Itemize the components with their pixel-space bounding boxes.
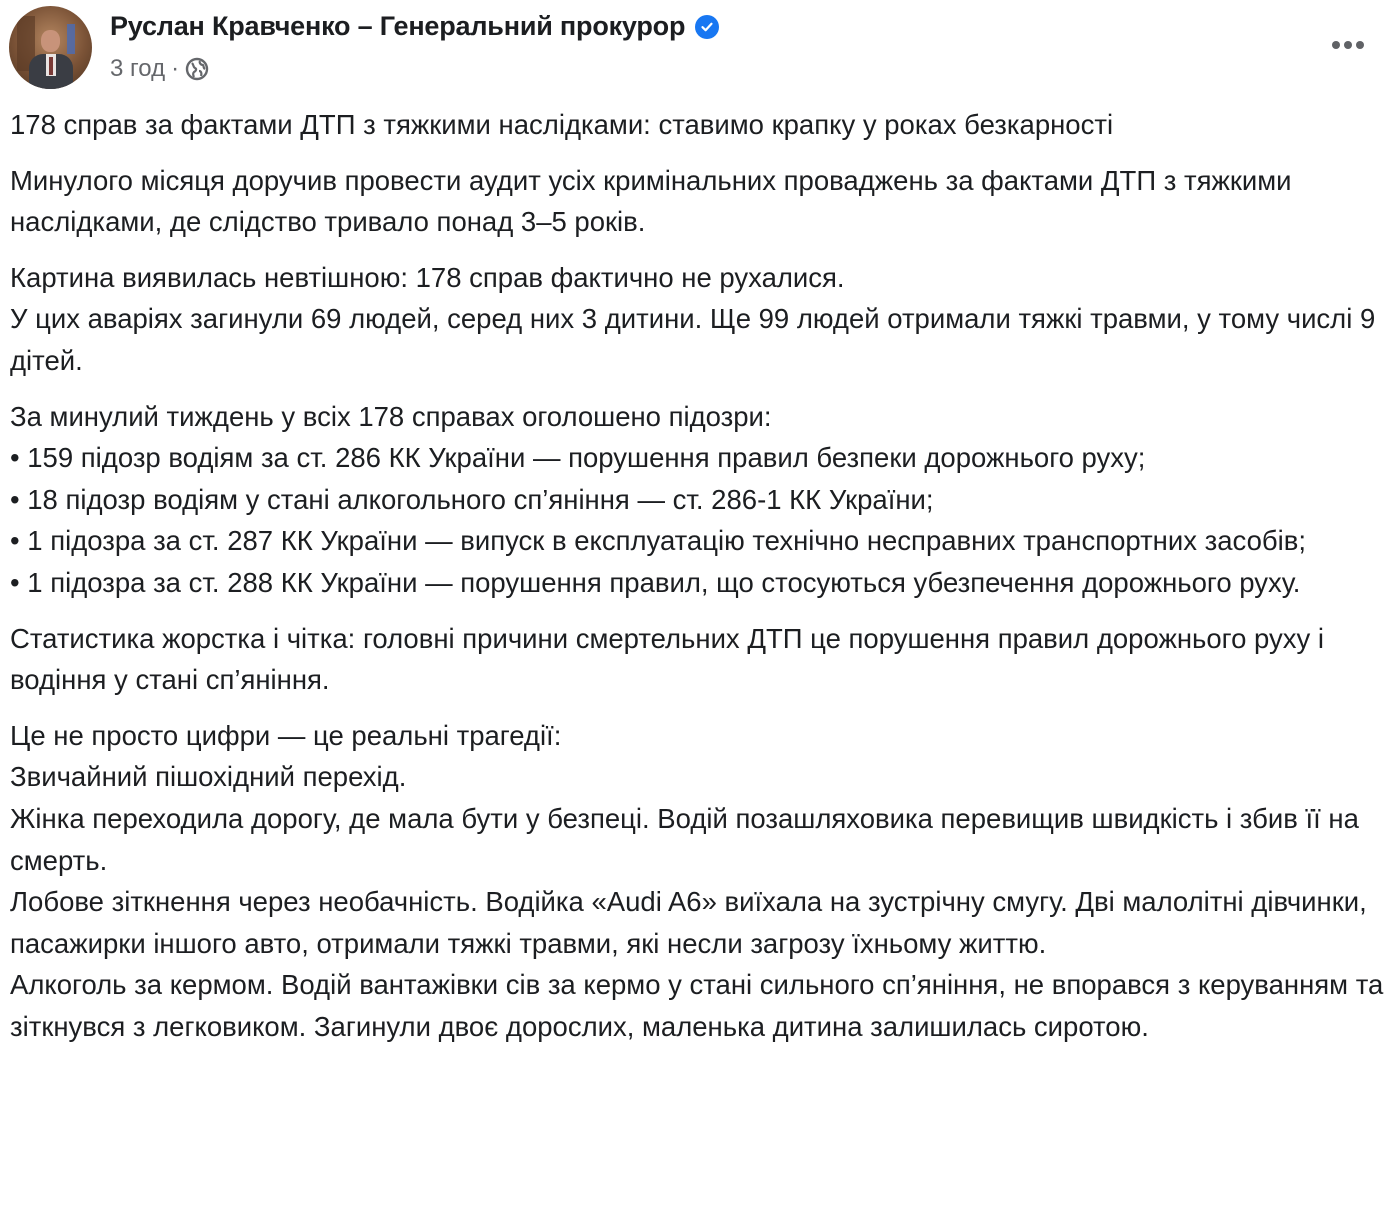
post-text-line: Лобове зіткнення через необачність. Водійка «Audi A6» виїхала на зустрічну смугу. Дві малолітні дівчинки, пасажирки іншого авто, отримали тяжкі травми, які несли загрозу їхньому життю.: [10, 886, 1367, 959]
globe-icon[interactable]: [185, 57, 209, 81]
more-horizontal-icon: [1344, 41, 1352, 49]
meta-separator: ·: [171, 55, 180, 82]
post-meta: [110, 54, 209, 84]
post-headline: 178 справ за фактами ДТП з тяжкими наслідками: ставимо крапку у роках безкарності: [10, 109, 1114, 140]
post-paragraph: [10, 160, 1390, 243]
more-options-button[interactable]: [1326, 30, 1370, 60]
post-body: [10, 104, 1390, 1061]
post-text-line: Картина виявилась невтішною: 178 справ фактично не рухалися.: [10, 261, 845, 293]
author-line: [110, 10, 719, 42]
post-timestamp[interactable]: 3 год: [110, 55, 166, 82]
checkmark-icon: [700, 20, 714, 34]
post-text-line: У цих аваріях загинули 69 людей, серед них 3 дитини. Ще 99 людей отримали тяжкі травми, у тому числі 9 дітей.: [10, 303, 1376, 376]
avatar-figure-tie: [49, 57, 53, 75]
post-header: [0, 0, 1400, 100]
post-paragraph: [10, 257, 1390, 382]
post-paragraph-suspicions: [10, 396, 1390, 604]
post-text-line: Алкоголь за кермом. Водій вантажівки сів за кермо у стані сильного сп’яніння, не впорався з керуванням та зіткнувся з легковиком. Загинули двоє дорослих, маленька дитина залишилась сиротою.: [10, 969, 1384, 1042]
post-paragraph-title: [10, 104, 1390, 146]
bullet-item: • 159 підозр водіям за ст. 286 КК України — порушення правил безпеки дорожнього руху;: [10, 442, 1146, 474]
avatar[interactable]: [9, 6, 92, 89]
verified-badge-icon: [695, 15, 719, 39]
post-paragraph-stories: [10, 715, 1390, 1048]
post-text-line: Статистика жорстка і чітка: головні причини смертельних ДТП це порушення правил дорожнього руху і водіння у стані сп’яніння.: [10, 622, 1325, 696]
post-text-line: За минулий тиждень у всіх 178 справах оголошено підозри:: [10, 400, 772, 432]
more-horizontal-icon: [1356, 41, 1364, 49]
avatar-figure-head: [41, 30, 60, 52]
bullet-item: • 18 підозр водіям у стані алкогольного сп’яніння — ст. 286-1 КК України;: [10, 483, 934, 515]
bullet-item: • 1 підозра за ст. 288 КК України — порушення правил, що стосуються убезпечення дорожнього руху.: [10, 566, 1301, 598]
post-text-line: Це не просто цифри — це реальні трагедії:: [10, 719, 562, 751]
post-text-line: Звичайний пішохідний перехід.: [10, 761, 407, 793]
post-text-line: Минулого місяця доручив провести аудит усіх кримінальних проваджень за фактами ДТП з тяжкими наслідками, де слідство тривало понад 3–5 років.: [10, 164, 1292, 238]
more-horizontal-icon: [1332, 41, 1340, 49]
avatar-flag: [67, 24, 75, 54]
author-name[interactable]: Руслан Кравченко – Генеральний прокурор: [110, 10, 686, 41]
post-text-line: Жінка переходила дорогу, де мала бути у безпеці. Водій позашляховика перевищив швидкість і збив її на смерть.: [10, 802, 1359, 876]
post-paragraph: [10, 618, 1390, 701]
bullet-item: • 1 підозра за ст. 287 КК України — випуск в експлуатацію технічно несправних транспортних засобів;: [10, 525, 1306, 557]
